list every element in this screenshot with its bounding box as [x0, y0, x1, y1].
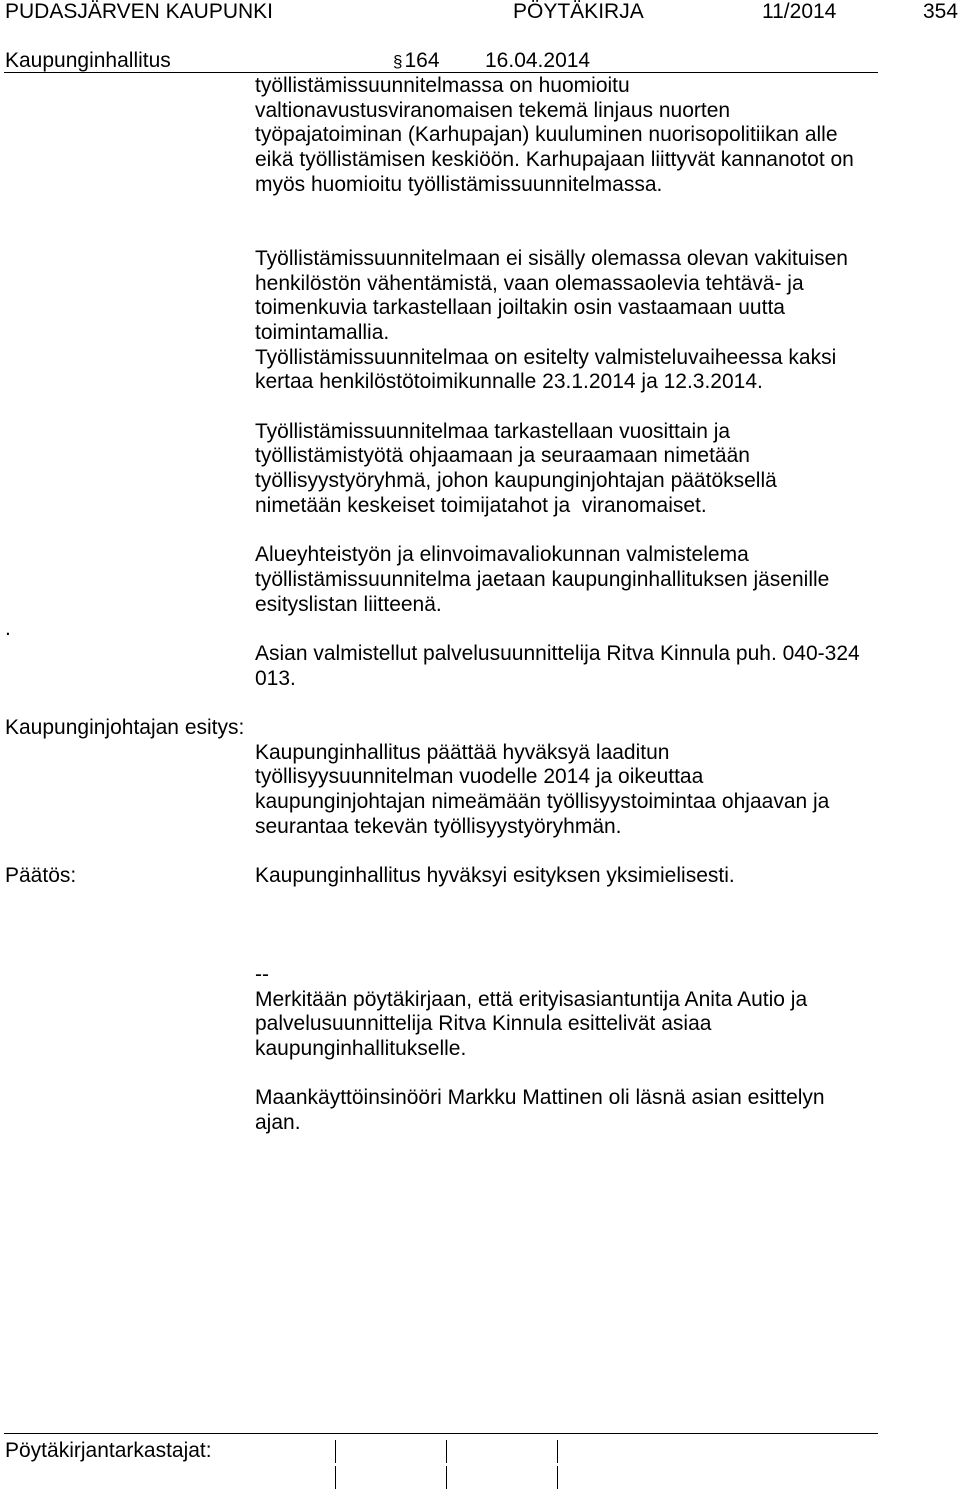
meeting-date: 16.04.2014 — [485, 49, 591, 73]
notes-presence — [255, 1086, 825, 1135]
decision-label: Päätös: — [5, 864, 77, 888]
text-line: ajan. — [255, 1111, 301, 1135]
page-number: 354 — [923, 0, 959, 23]
text-line: kaupunginhallitukselle. — [255, 1036, 467, 1060]
text-line: työllisyysuunnitelman vuodelle 2014 ja oikeuttaa — [255, 765, 704, 789]
signature-cell-divider — [335, 1440, 336, 1463]
document-number: 11/2014 — [762, 0, 837, 23]
signature-cell-divider — [446, 1440, 447, 1463]
text-line: myös huomioitu työllistämissuunnitelmassa. — [255, 172, 663, 196]
paragraph-staff-impact — [255, 247, 848, 395]
text-line: palvelusuunnittelija Ritva Kinnula esittelivät asiaa — [255, 1012, 712, 1036]
text-line: esityslistan liitteenä. — [255, 592, 442, 616]
signature-cell-divider — [335, 1466, 336, 1489]
notes-attendance — [255, 963, 807, 1062]
text-line: valtionavustusviranomaisen tekemä linjaus nuorten — [255, 98, 731, 122]
paragraph-preparer-contact — [255, 642, 860, 691]
decision-text: Kaupunginhallitus hyväksyi esityksen yksimielisesti. — [255, 864, 735, 888]
text-line: 013. — [255, 666, 296, 690]
text-line: henkilöstön vähentämistä, vaan olemassaolevia tehtävä- ja — [255, 271, 804, 295]
text-line: kaupunginjohtajan nimeämään työllisyystoimintaa ohjaavan ja — [255, 790, 830, 814]
signature-cell-divider — [557, 1440, 558, 1463]
text-line: Merkitään pöytäkirjaan, että erityisasiantuntija Anita Autio ja — [255, 987, 808, 1011]
paragraph-distribution — [255, 543, 829, 617]
text-line: toimenkuvia tarkastellaan joiltakin osin vastaamaan uutta — [255, 296, 785, 320]
paragraph-annual-review — [255, 420, 777, 519]
text-line: työllistämistyötä ohjaamaan ja seuraamaan nimetään — [255, 444, 750, 468]
text-line: Maankäyttöinsinööri Markku Mattinen oli läsnä asian esittelyn — [255, 1086, 825, 1110]
text-line: seurantaa tekevän työllisyystyöryhmän. — [255, 814, 622, 838]
text-line: Alueyhteistyön ja elinvoimavaliokunnan valmistelema — [255, 543, 749, 567]
margin-dot: . — [5, 617, 11, 641]
text-line: Työllistämissuunnitelmaa tarkastellaan vuosittain ja — [255, 419, 731, 443]
text-line: työllisyystyöryhmä, johon kaupunginjohtajan päätöksellä — [255, 469, 777, 493]
section-number: 164 — [404, 49, 440, 73]
text-line: työllistämissuunnitelma jaetaan kaupunginhallituksen jäsenille — [255, 567, 830, 591]
reviewers-label: Pöytäkirjantarkastajat: — [5, 1439, 212, 1462]
text-line: Asian valmistellut palvelusuunnittelija Ritva Kinnula puh. 040-324 — [255, 641, 860, 665]
notes-separator: -- — [255, 962, 269, 986]
text-line: Työllistämissuunnitelmaan ei sisälly olemassa olevan vakituisen — [255, 246, 848, 270]
proposal-text — [255, 741, 829, 840]
text-line: Kaupunginhallitus päättää hyväksyä laaditun — [255, 740, 670, 764]
signature-cell-divider — [557, 1466, 558, 1489]
text-line: kertaa henkilöstötoimikunnalle 23.1.2014 ja 12.3.2014. — [255, 370, 763, 394]
paragraph-plan-considerations — [255, 74, 854, 197]
text-line: Työllistämissuunnitelmaa on esitelty valmisteluvaiheessa kaksi — [255, 345, 837, 369]
text-line: työllistämissuunnitelmassa on huomioitu — [255, 74, 630, 98]
header-rule — [4, 72, 878, 73]
section-sign: § — [393, 52, 403, 72]
footer-rule — [4, 1433, 878, 1434]
text-line: nimetään keskeiset toimijatahot ja viranomaiset. — [255, 493, 707, 517]
text-line: työpajatoiminan (Karhupajan) kuuluminen nuorisopolitiikan alle — [255, 123, 838, 147]
signature-cell-divider — [446, 1466, 447, 1489]
document-type: PÖYTÄKIRJA — [513, 0, 644, 23]
proposal-label: Kaupunginjohtajan esitys: — [5, 716, 245, 739]
committee-name: Kaupunginhallitus — [5, 49, 171, 73]
organization-name: PUDASJÄRVEN KAUPUNKI — [5, 0, 274, 23]
text-line: toimintamallia. — [255, 320, 390, 344]
text-line: eikä työllistämisen keskiöön. Karhupajaan liittyvät kannanotot on — [255, 148, 854, 172]
